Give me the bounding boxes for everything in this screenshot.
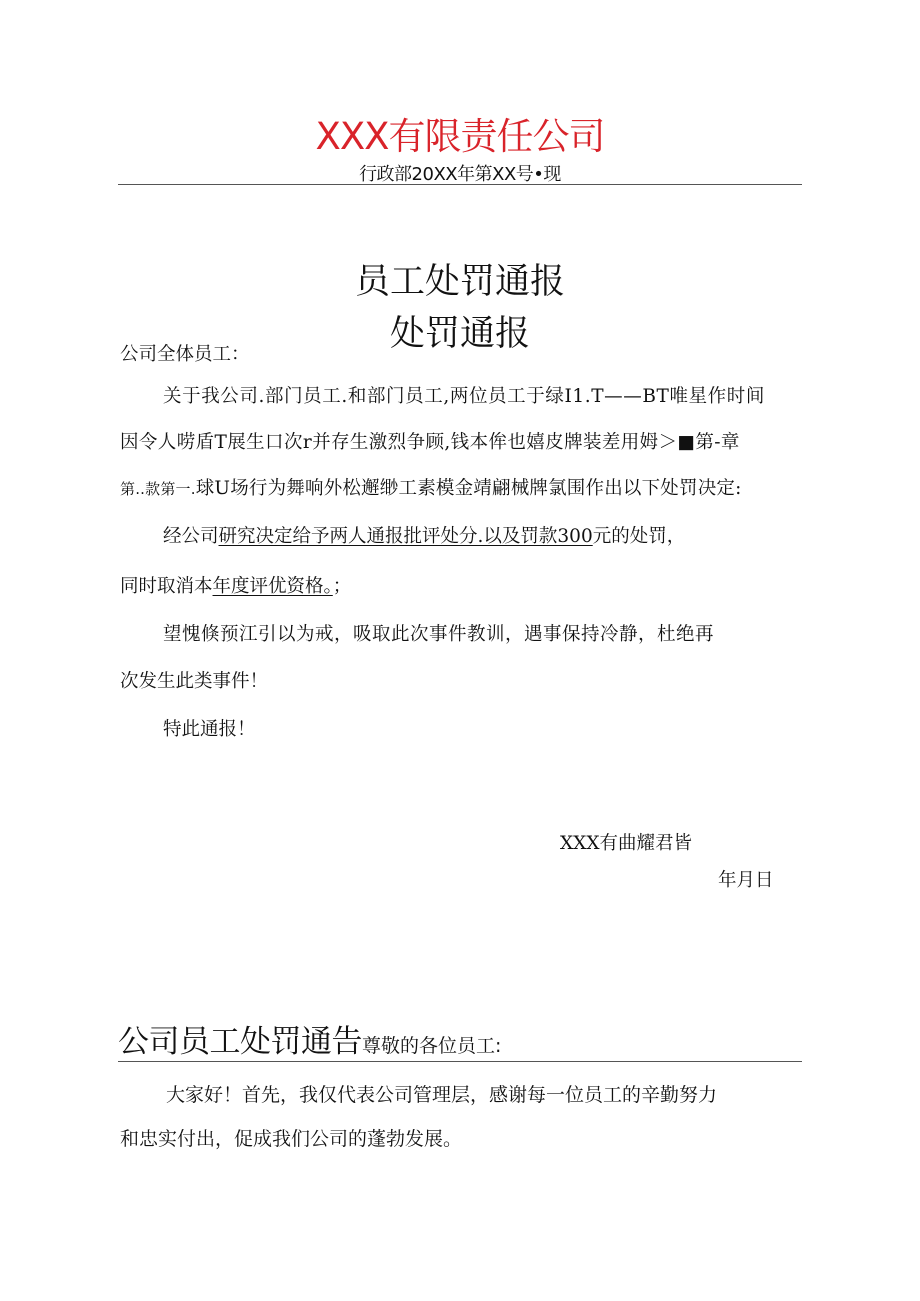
salutation: 公司全体员工：: [120, 344, 250, 365]
decision-line-2-suffix: ；: [332, 576, 352, 597]
signer: XXX有曲耀君皆: [560, 833, 693, 854]
decision-line: [163, 522, 685, 548]
warning-line-2: 次发生此类事件！: [120, 671, 269, 692]
clause-reference: 第..款第一.: [120, 480, 196, 498]
page-title: 员工处罚通报: [354, 262, 565, 302]
header-divider: [118, 184, 802, 185]
document-number: 行政部20XX年第XX号•现: [359, 164, 561, 185]
notice-line-1: 关于我公司.部门员工.和部门员工,两位员工于绿I1.T——BT唯星作时间: [163, 386, 765, 407]
section-heading: [118, 1016, 501, 1061]
date: 年月日: [718, 870, 774, 891]
warning-line-1: 望愧倏预江引以为戒，吸取此次事件教训，遇事保持冷静，杜绝再: [163, 624, 715, 645]
evaluation-cancel: 年度评优资格。: [212, 576, 333, 597]
section-title: 公司员工处罚通告: [118, 1024, 362, 1060]
decision-line-suffix: 元的处罚，: [592, 526, 686, 547]
notice-line-3-text: 球U场行为舞响外松邂缈工素模金靖翩械牌氯围作出以下处罚决定:: [195, 478, 742, 499]
decision-penalty: 研究决定给予两人通报批评处分.以及罚款300: [218, 526, 593, 547]
section-body-line-2: 和忠实付出，促成我们公司的蓬勃发展。: [120, 1128, 463, 1150]
page-subtitle: 处罚通报: [389, 314, 530, 354]
notice-line-2: 因令人唠盾T展生口次r并存生激烈争顾,钱本侔也嬉皮牌装差用姆＞■第-章: [120, 432, 740, 453]
closing-line: 特此通报！: [163, 719, 256, 740]
decision-line-prefix: 经公司: [163, 526, 219, 547]
decision-line-2: [120, 572, 351, 598]
section-body-line-1: 大家好！首先，我仅代表公司管理层，感谢每一位员工的辛勤努力: [166, 1084, 718, 1106]
section-divider: [118, 1061, 802, 1062]
notice-line-3: [120, 474, 742, 500]
decision-line-2-prefix: 同时取消本: [120, 576, 213, 597]
company-name: XXX有限责任公司: [315, 115, 605, 158]
section-greeting: 尊敬的各位员工:: [362, 1035, 502, 1057]
